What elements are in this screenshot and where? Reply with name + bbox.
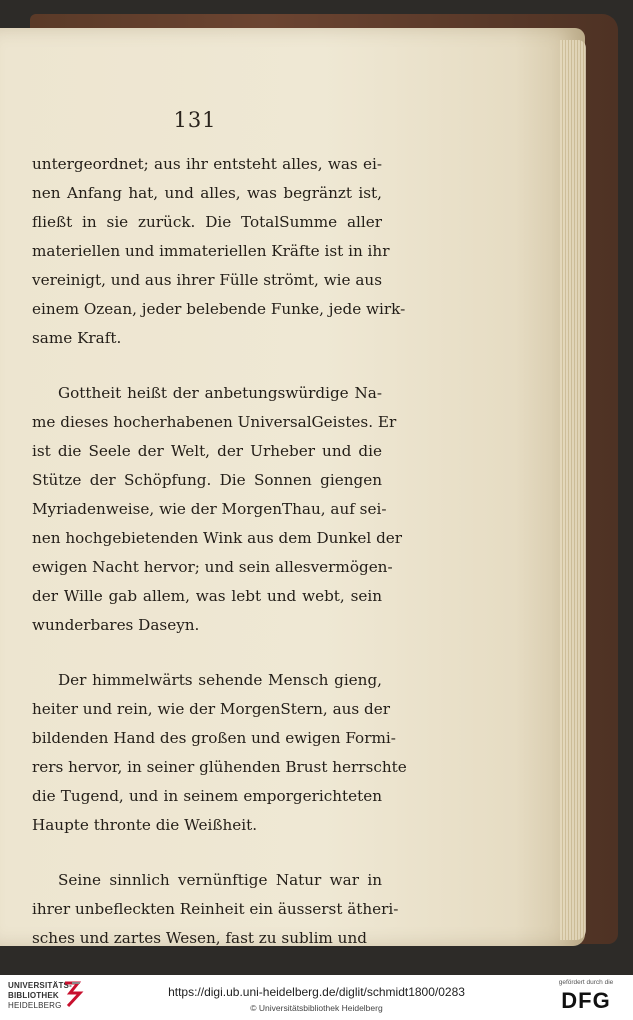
text-line: same Kraft. bbox=[32, 329, 122, 347]
text-line: nen Anfang hat, und alles, was begränzt ist, bbox=[32, 184, 382, 202]
dfg-logo[interactable]: DFG bbox=[561, 988, 611, 1013]
text-line: nen hochgebietenden Wink aus dem Dunkel der bbox=[32, 529, 403, 547]
text-line: ihrer unbefleckten Reinheit ein äusserst ätheri- bbox=[32, 900, 399, 918]
paragraph bbox=[32, 379, 403, 640]
page-number: 131 bbox=[173, 108, 217, 132]
viewer-footer bbox=[0, 975, 633, 1020]
funder-note: gefördert durch die bbox=[558, 979, 614, 986]
text-line: wunderbares Daseyn. bbox=[32, 616, 200, 634]
library-name-line: BIBLIOTHEK bbox=[8, 991, 59, 1000]
text-line: materiellen und immateriellen Kräfte ist in ihr bbox=[32, 242, 390, 260]
paragraph bbox=[32, 150, 406, 353]
copyright-text: © Universitätsbibliothek Heidelberg bbox=[250, 1003, 383, 1013]
text-line: bildenden Hand des großen und ewigen Formi- bbox=[32, 729, 396, 747]
page-url-link[interactable]: https://digi.ub.uni-heidelberg.de/diglit/schmidt1800/0283 bbox=[168, 985, 465, 999]
body-text bbox=[32, 150, 407, 953]
text-line: Stütze der Schöpfung. Die Sonnen giengen bbox=[32, 471, 382, 489]
library-name-line: UNIVERSITÄTS- bbox=[8, 981, 72, 990]
paragraph bbox=[32, 866, 399, 953]
library-name-line: HEIDELBERG bbox=[8, 1001, 62, 1010]
text-line: Haupte thronte die Weißheit. bbox=[32, 816, 258, 834]
text-line: Seine sinnlich vernünftige Natur war in bbox=[58, 871, 382, 889]
text-line: fließt in sie zurück. Die TotalSumme aller bbox=[32, 213, 382, 231]
text-line: rers hervor, in seiner glühenden Brust herrschte bbox=[32, 758, 407, 776]
text-line: Der himmelwärts sehende Mensch gieng, bbox=[58, 671, 382, 689]
text-line: vereinigt, und aus ihrer Fülle strömt, wie aus bbox=[32, 271, 382, 289]
text-line: ewigen Nacht hervor; und sein allesvermögen- bbox=[32, 558, 393, 576]
text-line: untergeordnet; aus ihr entsteht alles, was ei- bbox=[32, 155, 382, 173]
text-line: Gottheit heißt der anbetungswürdige Na- bbox=[58, 384, 382, 402]
text-line: sches und zartes Wesen, fast zu sublim und bbox=[32, 929, 367, 947]
text-line: die Tugend, und in seinem emporgerichteten bbox=[32, 787, 382, 805]
text-line: ist die Seele der Welt, der Urheber und die bbox=[32, 442, 382, 460]
page-fore-edge bbox=[560, 40, 586, 940]
text-line: heiter und rein, wie der MorgenStern, aus der bbox=[32, 700, 390, 718]
text-line: der Wille gab allem, was lebt und webt, sein bbox=[32, 587, 382, 605]
text-line: Myriadenweise, wie der MorgenThau, auf sei- bbox=[32, 500, 387, 518]
paragraph bbox=[32, 666, 407, 840]
text-line: einem Ozean, jeder belebende Funke, jede wirk- bbox=[32, 300, 406, 318]
text-line: me dieses hocherhabenen UniversalGeistes. Er bbox=[32, 413, 397, 431]
